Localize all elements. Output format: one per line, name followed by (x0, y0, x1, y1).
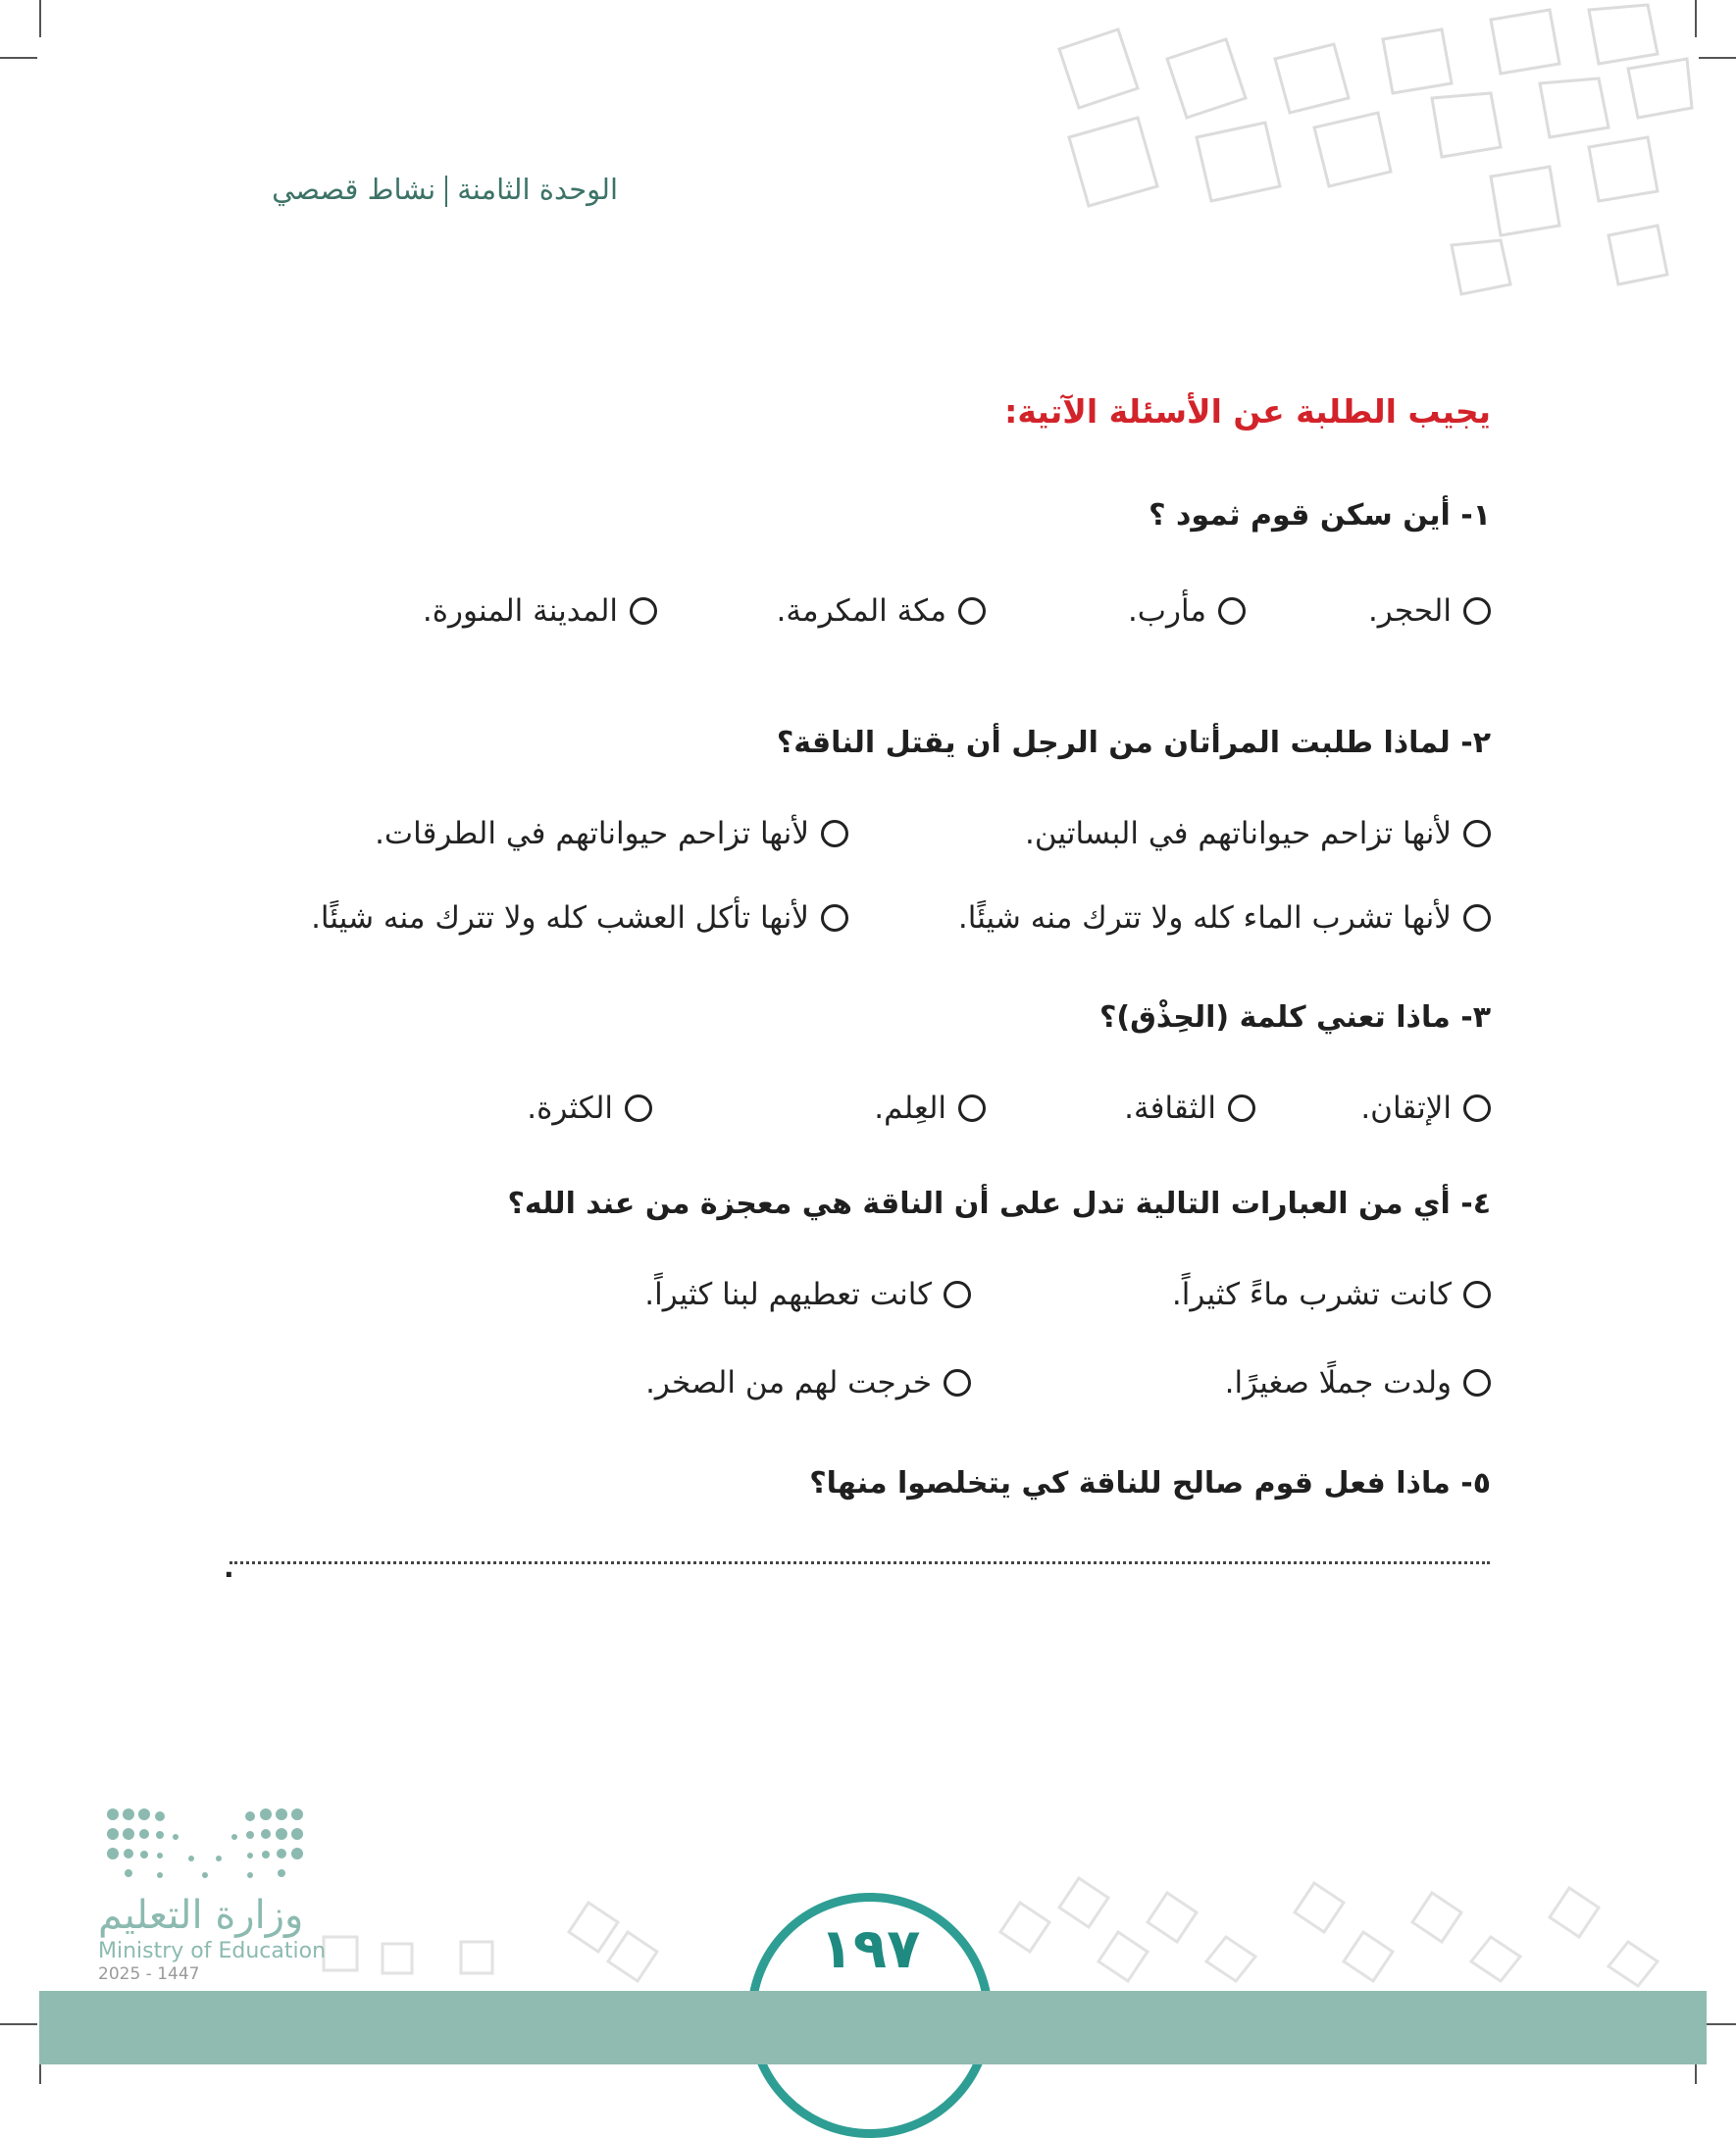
radio-icon[interactable] (625, 1094, 652, 1122)
footer-band-overlay (39, 1991, 1707, 2064)
radio-icon[interactable] (1463, 820, 1491, 847)
q2-option-4[interactable] (311, 900, 848, 936)
option-label: ولدت جملًا صغيرًا. (1224, 1365, 1452, 1400)
ministry-name-ar: وزارة التعليم (98, 1893, 304, 1938)
q3-option-4[interactable] (527, 1091, 652, 1126)
section-title: نشاط قصصي (272, 173, 436, 206)
year-label: 2025 - 1447 (98, 1964, 200, 1984)
option-label: الثقافة. (1124, 1091, 1216, 1126)
radio-icon[interactable] (630, 597, 657, 625)
radio-icon[interactable] (821, 904, 848, 932)
radio-icon[interactable] (944, 1369, 971, 1397)
question-3: ٣- ماذا تعني كلمة (الحِذْق)؟ (1099, 1000, 1491, 1035)
unit-title: الوحدة الثامنة (457, 173, 618, 206)
radio-icon[interactable] (1463, 597, 1491, 625)
question-2: ٢- لماذا طلبت المرأتان من الرجل أن يقتل الناقة؟ (776, 726, 1491, 760)
radio-icon[interactable] (944, 1281, 971, 1308)
q4-option-2[interactable] (644, 1277, 971, 1312)
ministry-logo-icon (103, 1805, 319, 1888)
option-label: لأنها تأكل العشب كله ولا تترك منه شيئًا. (311, 900, 809, 936)
radio-icon[interactable] (1228, 1094, 1255, 1122)
q1-option-4[interactable] (423, 593, 657, 629)
q4-option-3[interactable] (1225, 1365, 1491, 1400)
q1-option-2[interactable] (1128, 593, 1246, 629)
page-number: ١٩٧ (819, 1917, 921, 1981)
option-label: كانت تعطيهم لبنا كثيراً. (644, 1277, 932, 1312)
q2-option-1[interactable] (1025, 816, 1491, 851)
option-label: العِلم. (874, 1091, 946, 1126)
q3-option-1[interactable] (1360, 1091, 1491, 1126)
crop-mark (0, 2023, 37, 2025)
q2-option-3[interactable] (958, 900, 1491, 936)
option-label: الحجر. (1367, 593, 1452, 629)
radio-icon[interactable] (821, 820, 848, 847)
radio-icon[interactable] (1463, 904, 1491, 932)
option-label: مكة المكرمة. (776, 593, 946, 629)
option-label: خرجت لهم من الصخر. (645, 1365, 932, 1400)
radio-icon[interactable] (1463, 1369, 1491, 1397)
q1-option-1[interactable] (1368, 593, 1491, 629)
option-label: كانت تشرب ماءً كثيراً. (1171, 1277, 1452, 1312)
option-label: لأنها تشرب الماء كله ولا تترك منه شيئًا. (957, 900, 1452, 936)
ministry-name-en: Ministry of Education (98, 1939, 327, 1963)
option-label: مأرب. (1127, 593, 1206, 629)
option-label: لأنها تزاحم حيواناتهم في الطرقات. (375, 816, 809, 851)
q4-option-4[interactable] (645, 1365, 971, 1400)
question-4: ٤- أي من العبارات التالية تدل على أن الناقة هي معجزة من عند الله؟ (507, 1187, 1491, 1221)
option-label: لأنها تزاحم حيواناتهم في البساتين. (1025, 816, 1452, 851)
q4-option-1[interactable] (1172, 1277, 1491, 1312)
answer-line-end: . (224, 1552, 234, 1584)
option-label: الكثرة. (527, 1091, 613, 1126)
option-label: المدينة المنورة. (422, 593, 618, 629)
answer-line[interactable] (230, 1561, 1490, 1564)
q2-option-2[interactable] (375, 816, 848, 851)
radio-icon[interactable] (958, 597, 986, 625)
radio-icon[interactable] (1463, 1281, 1491, 1308)
q3-option-2[interactable] (1124, 1091, 1255, 1126)
radio-icon[interactable] (958, 1094, 986, 1122)
q1-option-3[interactable] (777, 593, 986, 629)
radio-icon[interactable] (1218, 597, 1246, 625)
instruction: يجيب الطلبة عن الأسئلة الآتية: (1004, 392, 1491, 431)
option-label: الإتقان. (1360, 1091, 1452, 1126)
q3-option-3[interactable] (874, 1091, 986, 1126)
radio-icon[interactable] (1463, 1094, 1491, 1122)
question-1: ١- أين سكن قوم ثمود ؟ (1149, 498, 1491, 533)
question-5: ٥- ماذا فعل قوم صالح للناقة كي يتخلصوا منها؟ (809, 1466, 1491, 1501)
